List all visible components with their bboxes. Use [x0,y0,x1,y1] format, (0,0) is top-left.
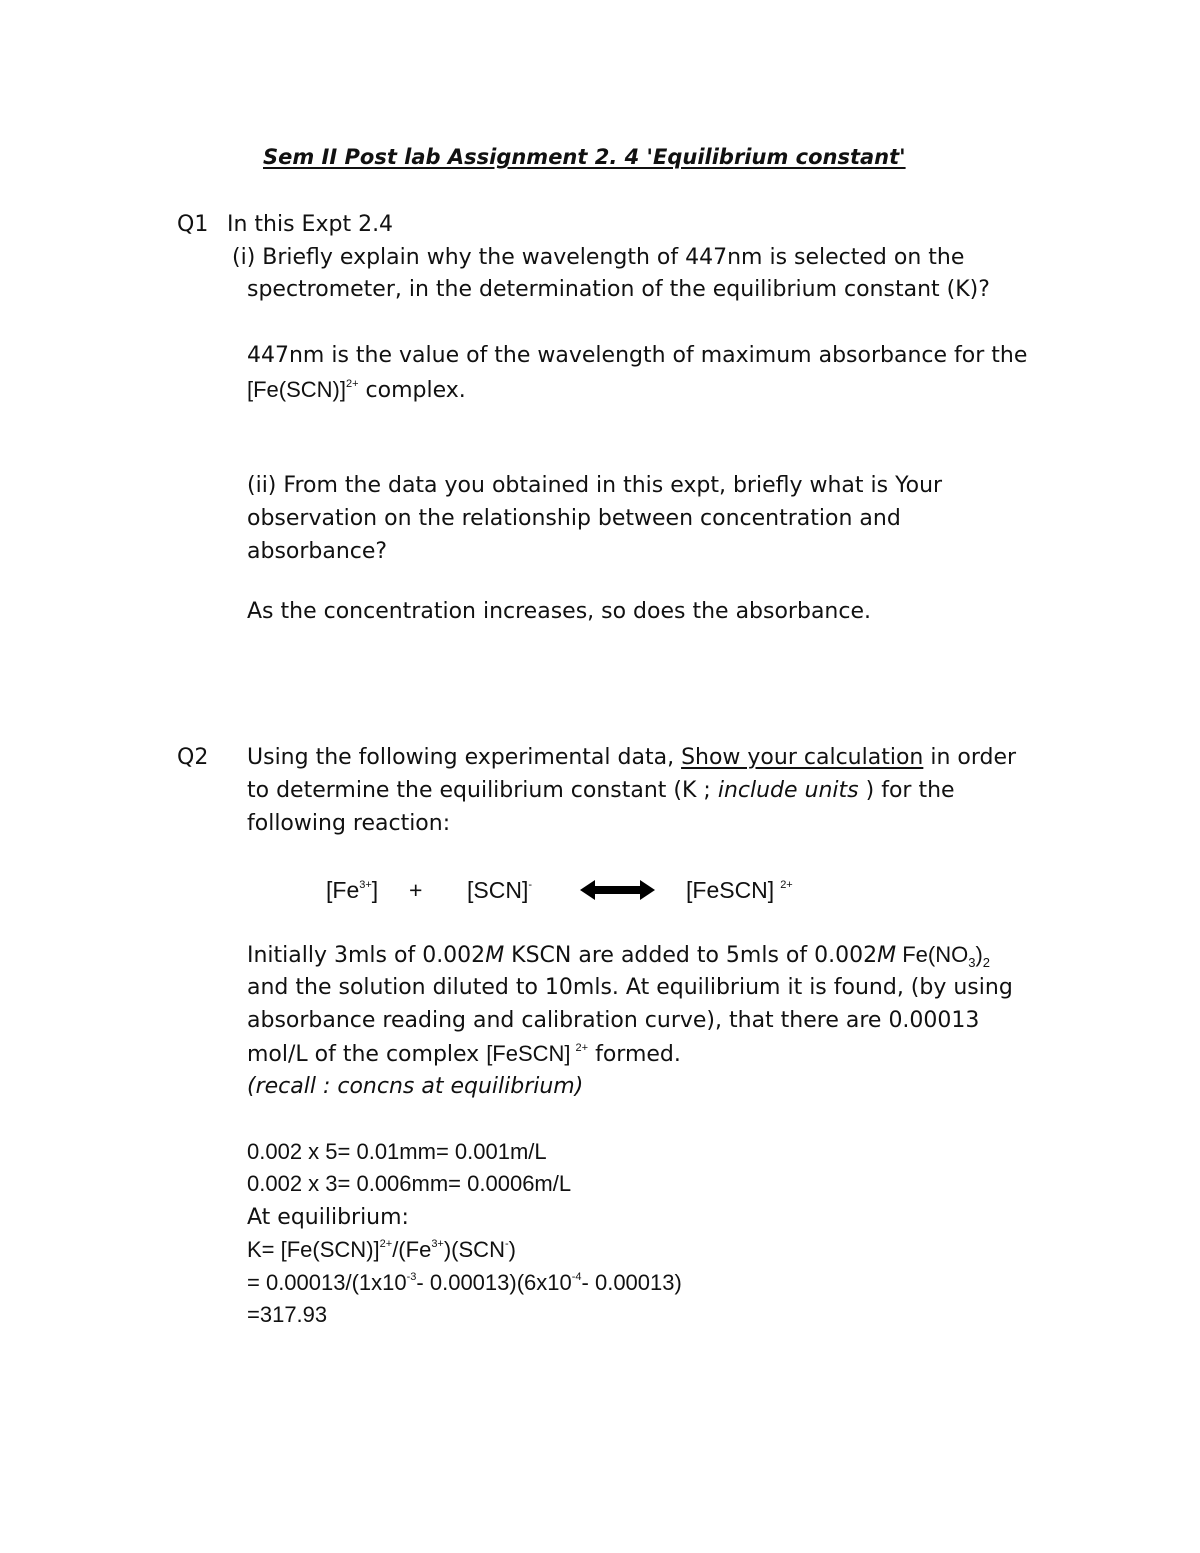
iron-charge: 3+ [359,879,372,891]
calc-result: =317.93 [247,1302,328,1327]
k-charge-3: - [504,1238,509,1250]
q2-line1-post: in order [923,745,1017,770]
q1-part-ii-line1: (ii) From the data you obtained in this expt, briefly what is Your [247,473,943,498]
nitrate-subscript: 3 [968,955,976,970]
thiocyanate-charge: - [528,879,533,891]
product-charge: 2+ [780,879,793,891]
exponent-1: -3 [406,1271,417,1283]
q2-line2-pre: to determine the equilibrium constant (K ; [247,778,718,803]
q1-part-ii-line3: absorbance? [247,539,388,564]
q2-data-line1 [247,940,990,973]
k-expression-mid2: )(SCN [443,1237,505,1262]
complex-suffix: complex. [358,378,466,403]
q1-part-i-line2: spectrometer, in the determination of the equilibrium constant (K)? [247,277,990,302]
calc-line4 [247,1235,516,1269]
k-charge-2: 3+ [431,1238,444,1250]
product-complex [686,875,793,910]
q1-label: Q1 [177,212,209,237]
q1-part-ii-line2: observation on the relationship between concentration and [247,506,901,531]
k-substitution-pre: = 0.00013/(1x10 [247,1270,407,1295]
k-substitution-end: - 0.00013) [581,1270,682,1295]
k-substitution-mid: - 0.00013)(6x10 [416,1270,572,1295]
q2-line1 [247,743,1016,773]
molar-unit-2: M [877,943,897,968]
complex-formula: [Fe(SCN)] [247,377,346,402]
k-expression-end: ) [508,1237,516,1262]
nitrate-count: 2 [982,955,991,970]
calc-line1: 0.002 x 5= 0.01mm= 0.001m/L [247,1139,547,1164]
q2-recall-note: (recall : concns at equilibrium) [247,1074,584,1099]
nitrate-paren: ) [975,942,983,967]
data-line4-post: formed. [588,1042,681,1067]
calc-line2: 0.002 x 3= 0.006mm= 0.0006m/L [247,1171,572,1196]
iron-bracket: ] [371,877,379,903]
reactant-thiocyanate [467,875,532,910]
q1-part-i-line1: (i) Briefly explain why the wavelength of 447nm is selected on the [232,245,965,270]
q1-answer-ii: As the concentration increases, so does the absorbance. [247,599,871,624]
complex-charge: 2+ [346,378,359,390]
data-line4-complex: [FeSCN] [486,1041,571,1066]
q2-line1-pre: Using the following experimental data, [247,745,682,770]
q2-line2-italic: include units [717,778,859,803]
q2-data-line4 [247,1039,681,1073]
calc-line5 [247,1268,682,1302]
document-title: Sem II Post lab Assignment 2. 4 'Equilibrium constant' [263,145,906,169]
product-symbol: [FeSCN] [686,877,775,903]
k-charge-1: 2+ [379,1238,393,1250]
q1-intro: In this Expt 2.4 [227,212,394,237]
data-line1-mid: KSCN are added to 5mls of 0.002 [504,943,878,968]
molar-unit-1: M [485,943,505,968]
k-expression-mid: /(Fe [392,1237,432,1262]
calc-line3: At equilibrium: [247,1205,409,1230]
exponent-2: -4 [571,1271,582,1283]
q2-line3: following reaction: [247,811,451,836]
data-line4-charge: 2+ [575,1042,589,1054]
q1-answer-i-line1: 447nm is the value of the wavelength of maximum absorbance for the [247,343,1028,368]
iron-nitrate: Fe(NO [896,942,969,967]
q2-line2-post: ) for the [858,778,955,803]
q2-data-line3: absorbance reading and calibration curve), that there are 0.00013 [247,1008,980,1033]
data-line4-pre: mol/L of the complex [247,1042,487,1067]
iron-symbol: [Fe [326,877,360,903]
q2-line2 [247,776,955,806]
k-expression-pre: K= [Fe(SCN)] [247,1237,380,1262]
data-line1-pre: Initially 3mls of 0.002 [247,943,486,968]
reactant-iron [326,875,378,910]
plus-sign: + [409,877,423,903]
q2-data-line2: and the solution diluted to 10mls. At equilibrium it is found, (by using [247,975,1013,1000]
equilibrium-arrow-icon [578,878,658,902]
thiocyanate-symbol: [SCN] [467,877,529,903]
q1-answer-i-line2 [247,375,466,409]
q2-line1-underlined: Show your calculation [681,745,924,770]
q2-label: Q2 [177,745,209,770]
